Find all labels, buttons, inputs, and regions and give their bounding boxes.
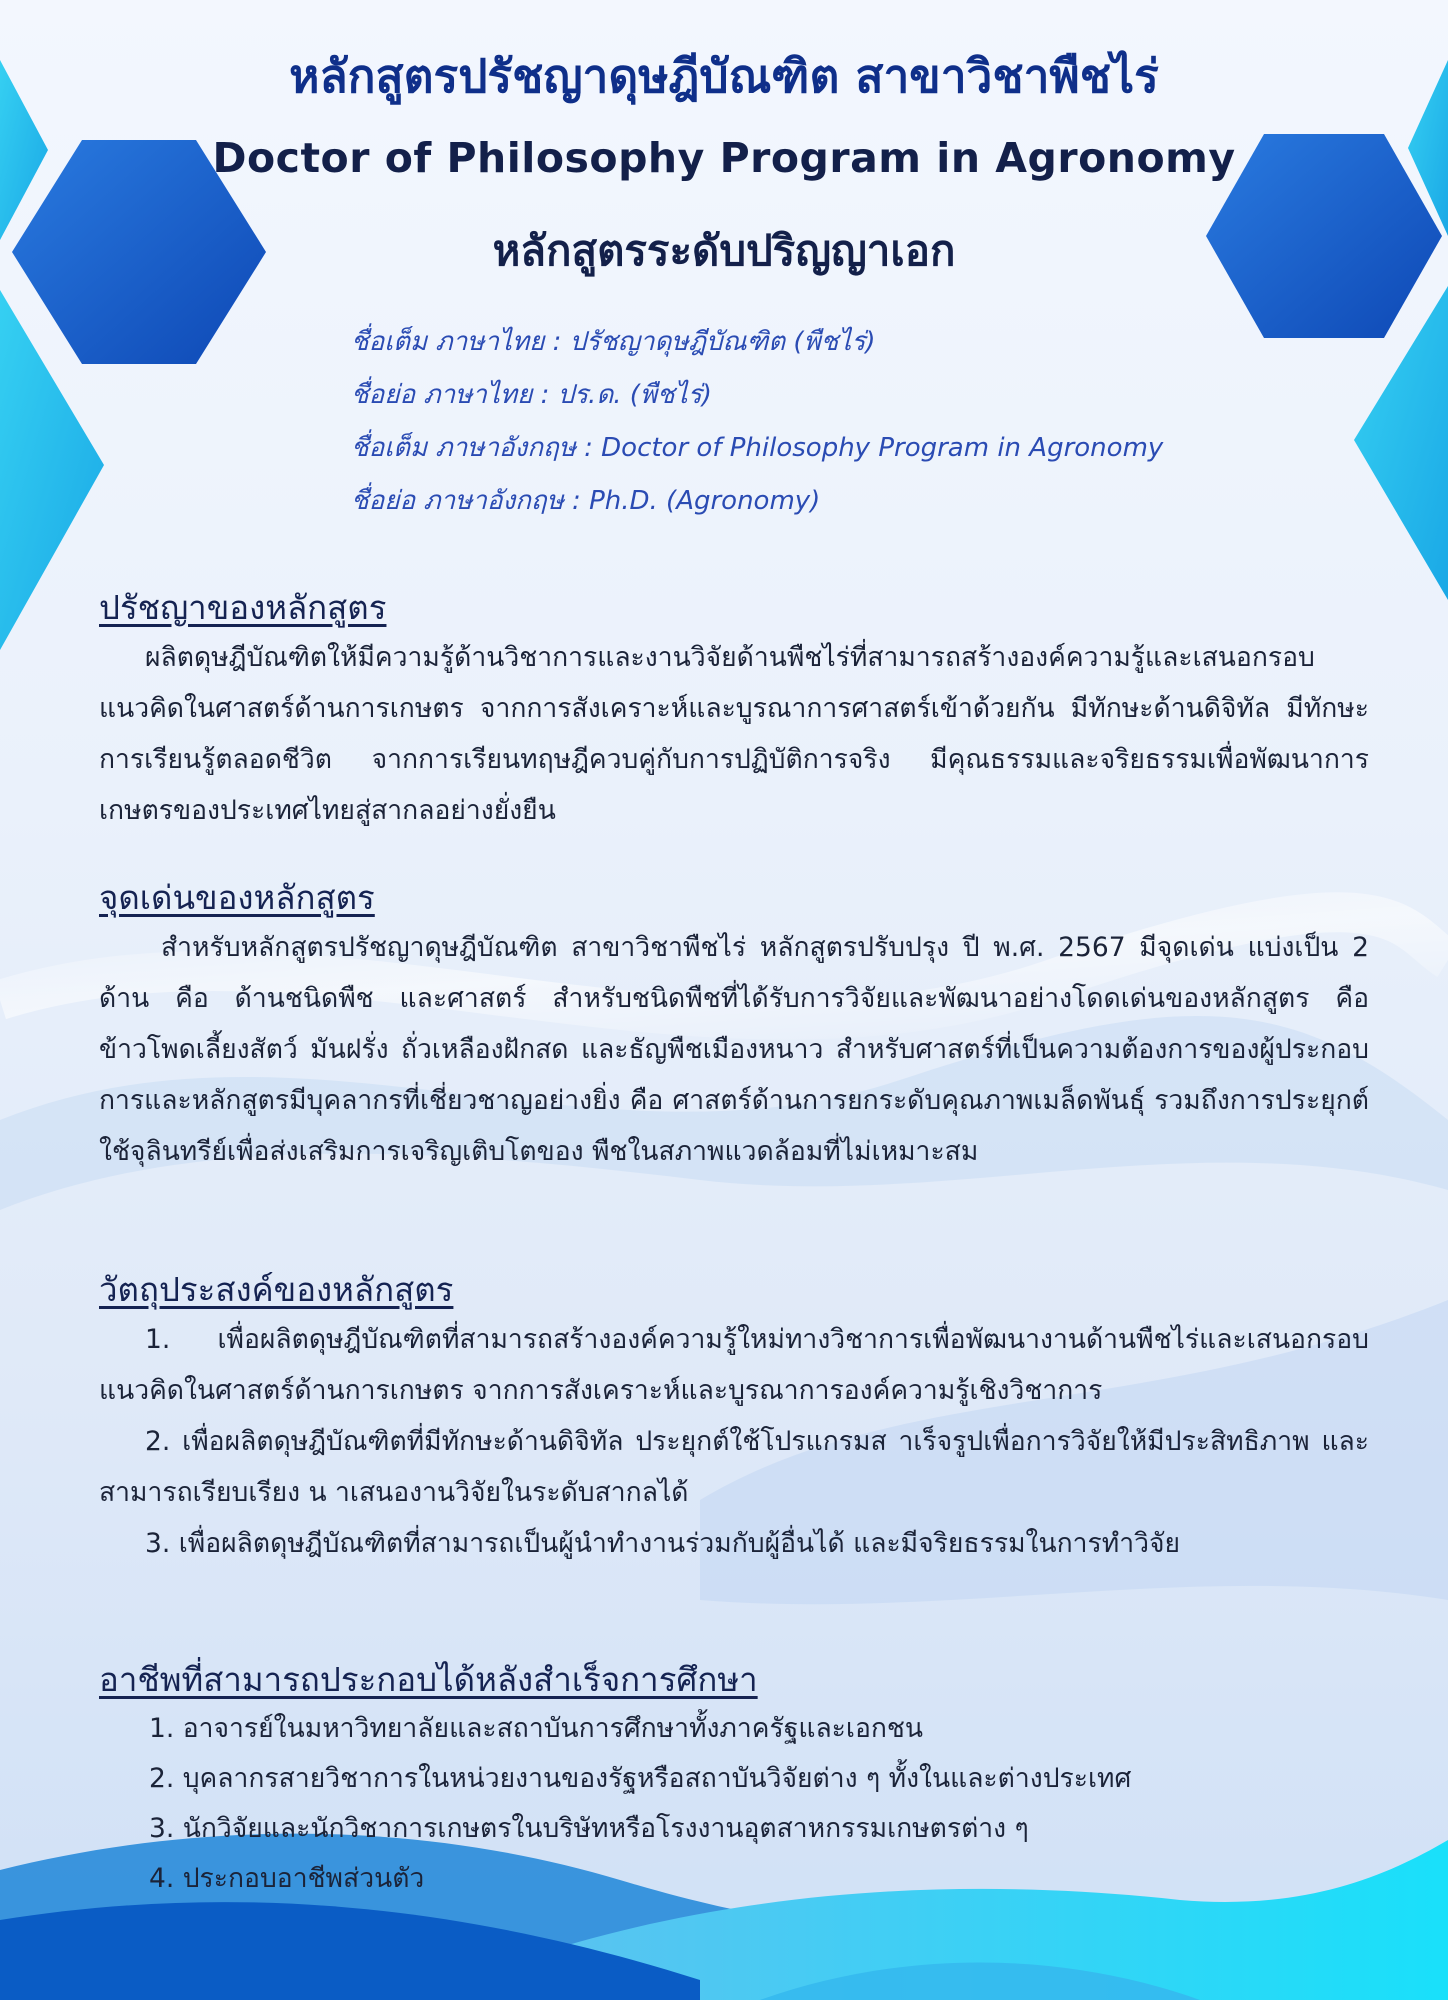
- section-heading: วัตถุประสงค์ของหลักสูตร: [99, 1270, 454, 1309]
- list-item: 3. เพื่อผลิตดุษฎีบัณฑิตที่สามารถเป็นผู้นำทำงานร่วมกับผู้อื่นได้ และมีจริยธรรมในการทำวิจัย: [145, 1528, 1181, 1559]
- section-body: [99, 632, 1369, 836]
- section-careers: [99, 1656, 1369, 1904]
- list-item: 3. นักวิจัยและนักวิชาการเกษตรในบริษัทหรือโรงงานอุตสาหกรรมเกษตรต่าง ๆ: [149, 1813, 1029, 1844]
- section-heading: จุดเด่นของหลักสูตร: [99, 878, 375, 917]
- section-highlights: [99, 874, 1369, 1177]
- list-item: 4. ประกอบอาชีพส่วนตัว: [149, 1863, 425, 1894]
- section-heading: อาชีพที่สามารถประกอบได้หลังสำเร็จการศึกษา: [99, 1660, 758, 1699]
- section-heading: ปรัชญาของหลักสูตร: [99, 588, 387, 627]
- page-title: หลักสูตรปรัชญาดุษฎีบัณฑิต สาขาวิชาพืชไร่: [289, 49, 1159, 103]
- list-item: 2. เพื่อผลิตดุษฎีบัณฑิตที่มีทักษะด้านดิจิทัล ประยุกต์ใช้โปรแกรมส าเร็จรูปเพื่อการวิจัยให้มีประสิทธิภาพ และสามารถเรียบเรียง น าเสนองานวิจัยในระดับสากลได้: [99, 1426, 1369, 1508]
- degree-name-full-en: ชื่อเต็ม ภาษาอังกฤษ : Doctor of Philosophy Program in Agronomy: [351, 433, 1164, 463]
- philosophy-text: ผลิตดุษฎีบัณฑิตให้มีความรู้ด้านวิชาการและงานวิจัยด้านพืชไร่ที่สามารถสร้างองค์ความรู้และเสนอกรอบแนวคิดในศาสตร์ด้านการเกษตร จากการสังเคราะห์และบูรณาการศาสตร์เข้าด้วยกัน มีทักษะด้านดิจิทัล มีทักษะการเรียนรู้ตลอดชีวิต จากการเรียนทฤษฎีควบคู่กับการปฏิบัติการจริง มีคุณธรรมและจริยธรรมเพื่อพัฒนาการเกษตรของประเทศไทยสู่สากลอย่างยั่งยืน: [99, 642, 1369, 826]
- section-philosophy: [99, 584, 1369, 836]
- page-subtitle-english: Doctor of Philosophy Program in Agronomy: [212, 134, 1236, 182]
- degree-name-abbr-en: ชื่อย่อ ภาษาอังกฤษ : Ph.D. (Agronomy): [351, 486, 821, 516]
- highlights-text: สำหรับหลักสูตรปรัชญาดุษฎีบัณฑิต สาขาวิชาพืชไร่ หลักสูตรปรับปรุง ปี พ.ศ. 2567 มีจุดเด่น แบ่งเป็น 2 ด้าน คือ ด้านชนิดพืช และศาสตร์ สำหรับชนิดพืชที่ได้รับการวิจัยและพัฒนาอย่างโดดเด่นของหลักสูตร คือ ข้าวโพดเลี้ยงสัตว์ มันฝรั่ง ถั่วเหลืองฝักสด และธัญพืชเมืองหนาว สำหรับศาสตร์ที่เป็นความต้องการของผู้ประกอบการและหลักสูตรมีบุคลากรที่เชี่ยวชาญอย่างยิ่ง คือ ศาสตร์ด้านการยกระดับคุณภาพเมล็ดพันธุ์ รวมถึงการประยุกต์ใช้จุลินทรีย์เพื่อส่งเสริมการเจริญเติบโตของ พืชในสภาพแวดล้อมที่ไม่เหมาะสม: [99, 932, 1369, 1167]
- degree-name-full-th: ชื่อเต็ม ภาษาไทย : ปรัชญาดุษฎีบัณฑิต (พืชไร่): [351, 327, 876, 357]
- section-body: [99, 922, 1369, 1177]
- degree-names: [351, 320, 1291, 532]
- section-objectives: [99, 1266, 1369, 1569]
- list-item: 2. บุคลากรสายวิชาการในหน่วยงานของรัฐหรือสถาบันวิจัยต่าง ๆ ทั้งในและต่างประเทศ: [149, 1763, 1132, 1794]
- list-item: 1. อาจารย์ในมหาวิทยาลัยและสถาบันการศึกษาทั้งภาครัฐและเอกชน: [149, 1713, 924, 1744]
- degree-name-abbr-th: ชื่อย่อ ภาษาไทย : ปร.ด. (พืชไร่): [351, 380, 712, 410]
- program-level: หลักสูตรระดับปริญญาเอก: [492, 226, 956, 275]
- list-item: 1. เพื่อผลิตดุษฎีบัณฑิตที่สามารถสร้างองค์ความรู้ใหม่ทางวิชาการเพื่อพัฒนางานด้านพืชไร่และเสนอกรอบแนวคิดในศาสตร์ด้านการเกษตร จากการสังเคราะห์และบูรณาการองค์ความรู้เชิงวิชาการ: [99, 1324, 1369, 1406]
